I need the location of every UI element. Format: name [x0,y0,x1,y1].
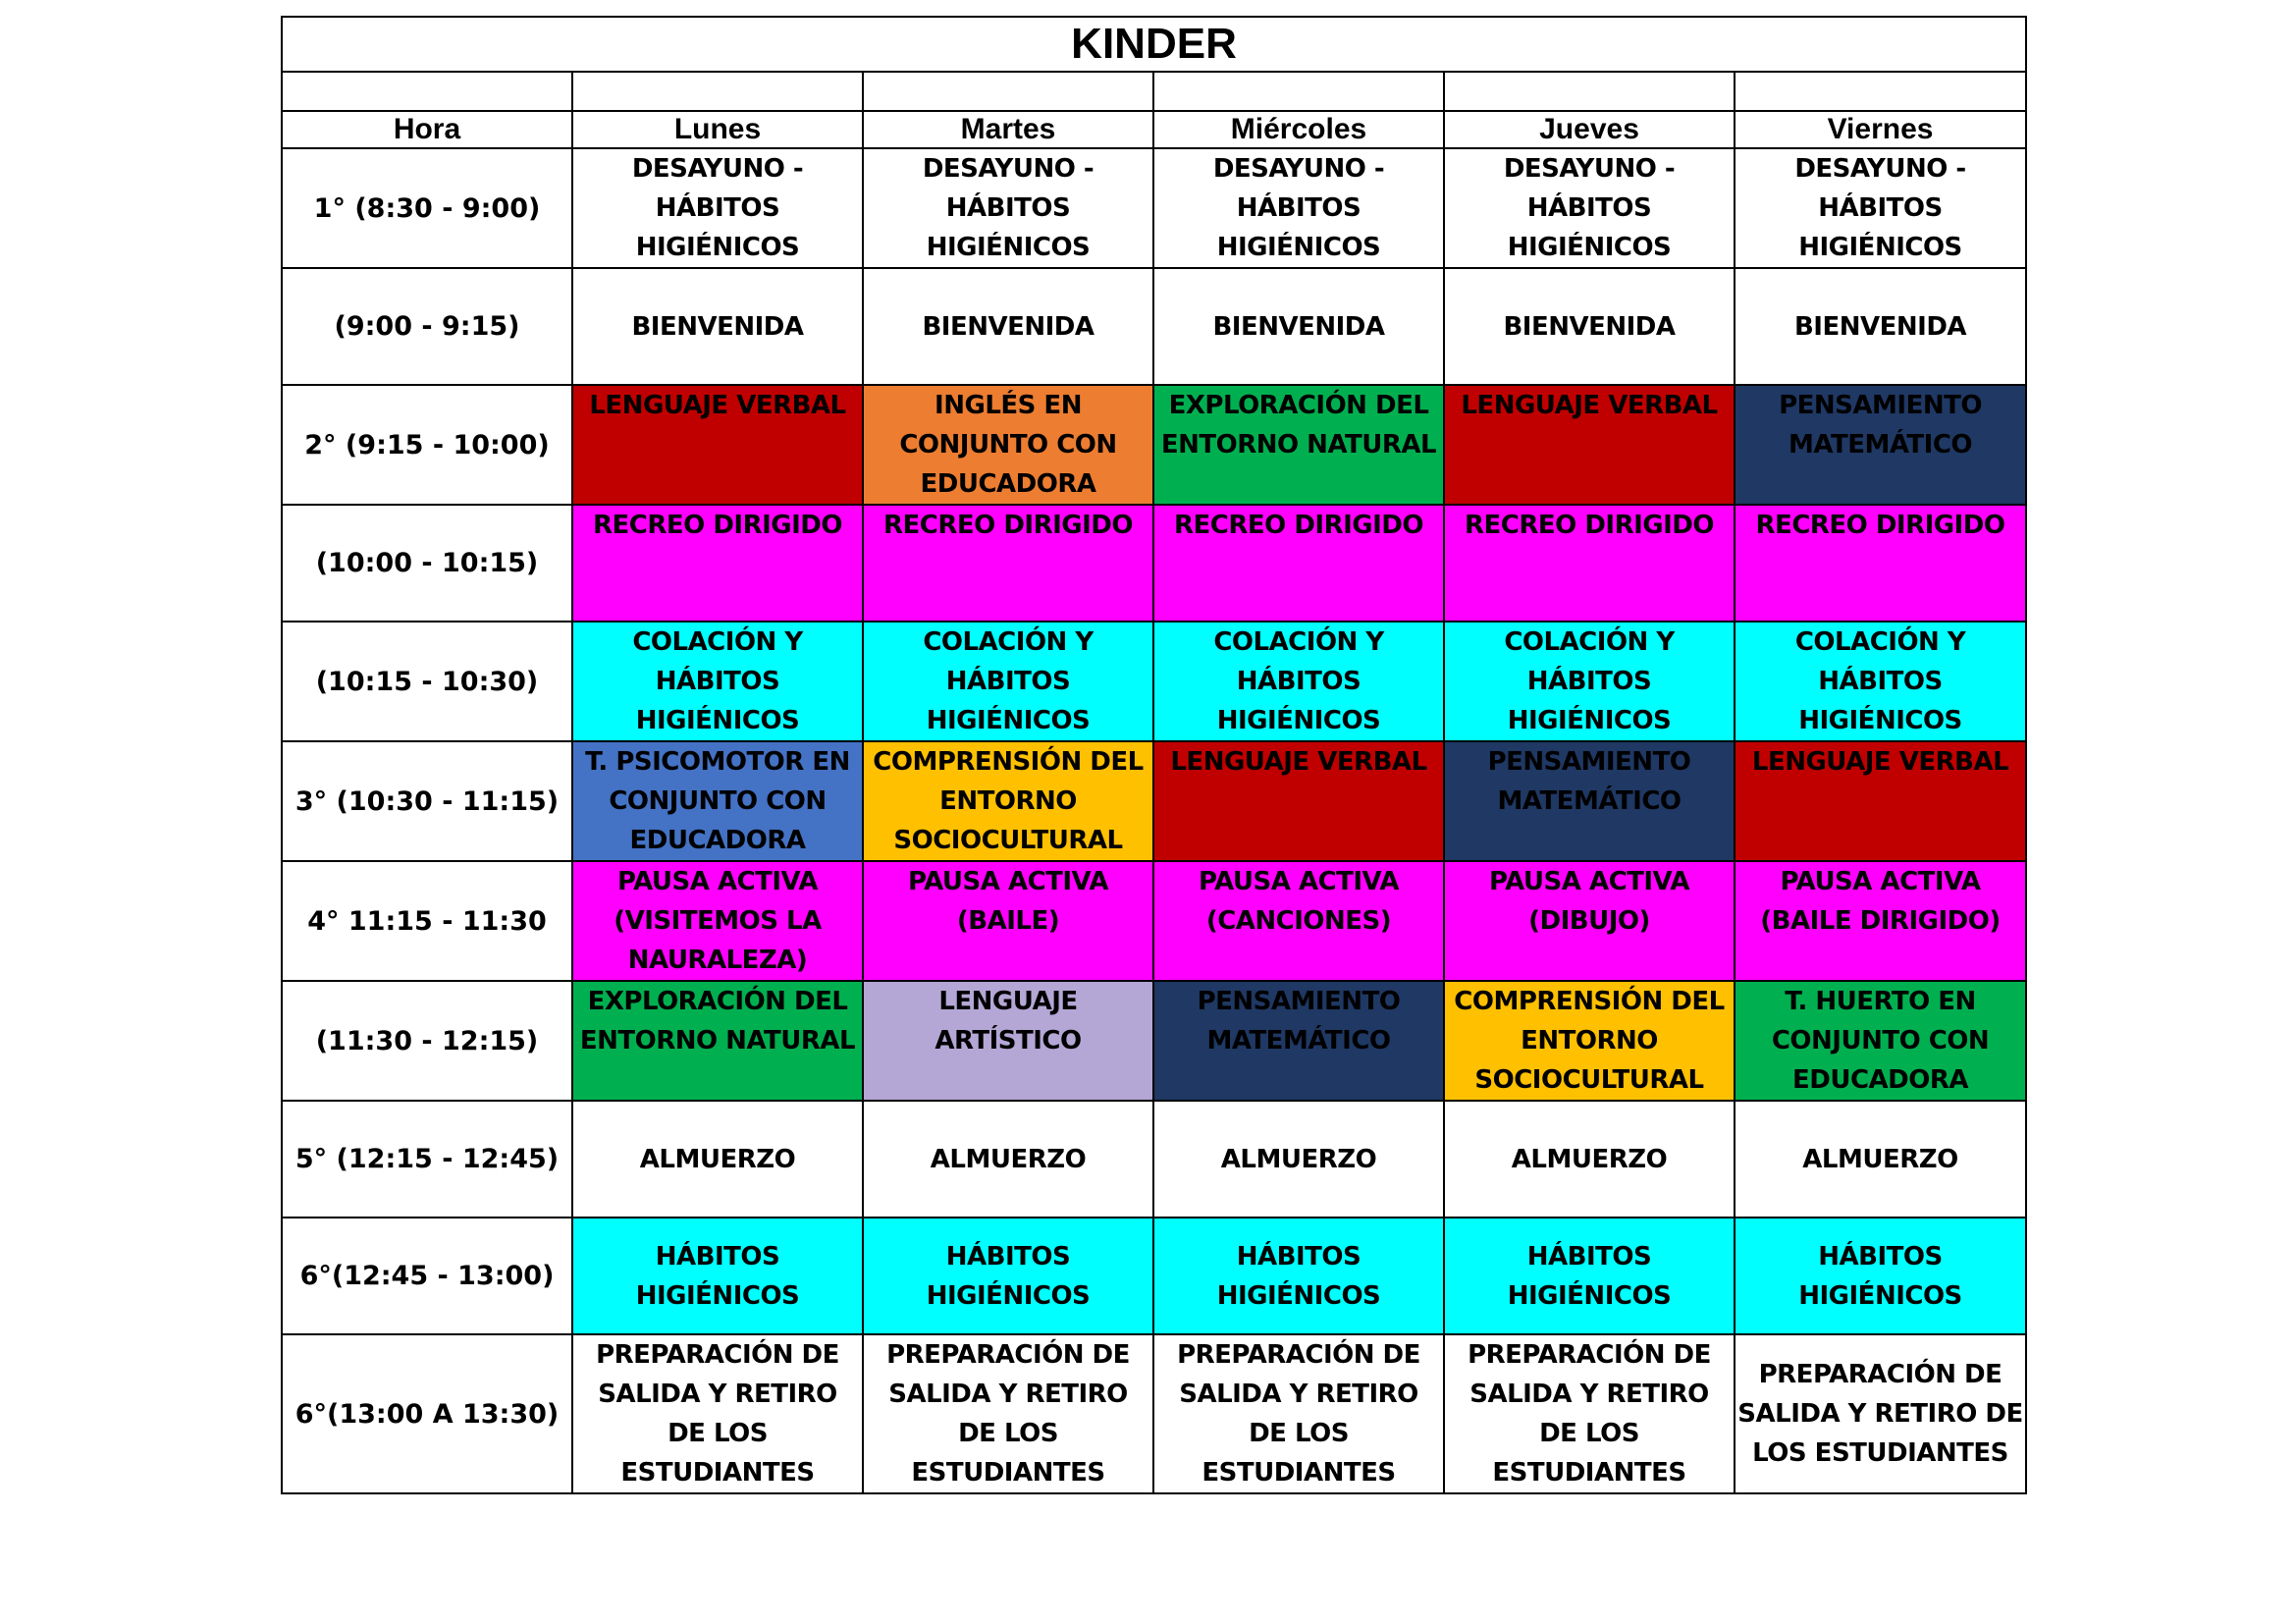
activity-cell: BIENVENIDA [863,268,1153,385]
activity-cell: DESAYUNO - HÁBITOS HIGIÉNICOS [1444,148,1735,268]
activity-cell: RECREO DIRIGIDO [1444,505,1735,622]
schedule-title: KINDER [282,17,2026,72]
activity-cell: PAUSA ACTIVA (CANCIONES) [1153,861,1444,981]
activity-cell: BIENVENIDA [1735,268,2026,385]
activity-cell: COMPRENSIÓN DEL ENTORNO SOCIOCULTURAL [1444,981,1735,1101]
header-martes: Martes [863,111,1153,148]
time-slot-cell: (10:00 - 10:15) [282,505,572,622]
activity-cell: COLACIÓN Y HÁBITOS HIGIÉNICOS [1444,622,1735,741]
time-slot-cell: 3° (10:30 - 11:15) [282,741,572,861]
header-lunes: Lunes [572,111,863,148]
blank-cell [1444,72,1735,111]
schedule-row [282,981,2026,1101]
schedule-row [282,1334,2026,1493]
header-hora: Hora [282,111,572,148]
schedule-row [282,385,2026,505]
activity-cell: COLACIÓN Y HÁBITOS HIGIÉNICOS [1735,622,2026,741]
header-miercoles: Miércoles [1153,111,1444,148]
activity-cell: T. HUERTO EN CONJUNTO CON EDUCADORA [1735,981,2026,1101]
schedule-row [282,861,2026,981]
activity-cell: COLACIÓN Y HÁBITOS HIGIÉNICOS [863,622,1153,741]
activity-cell: RECREO DIRIGIDO [1735,505,2026,622]
activity-cell: ALMUERZO [572,1101,863,1218]
activity-cell: ALMUERZO [863,1101,1153,1218]
activity-cell: LENGUAJE VERBAL [572,385,863,505]
activity-cell: PAUSA ACTIVA (BAILE DIRIGIDO) [1735,861,2026,981]
schedule-row [282,741,2026,861]
activity-cell: COMPRENSIÓN DEL ENTORNO SOCIOCULTURAL [863,741,1153,861]
activity-cell: EXPLORACIÓN DEL ENTORNO NATURAL [572,981,863,1101]
activity-cell: LENGUAJE ARTÍSTICO [863,981,1153,1101]
activity-cell: HÁBITOS HIGIÉNICOS [572,1218,863,1334]
activity-cell: PENSAMIENTO MATEMÁTICO [1735,385,2026,505]
activity-cell: DESAYUNO - HÁBITOS HIGIÉNICOS [1153,148,1444,268]
time-slot-cell: 6°(12:45 - 13:00) [282,1218,572,1334]
time-slot-cell: 5° (12:15 - 12:45) [282,1101,572,1218]
header-row [282,111,2026,148]
activity-cell: HÁBITOS HIGIÉNICOS [1444,1218,1735,1334]
blank-cell [1153,72,1444,111]
header-viernes: Viernes [1735,111,2026,148]
activity-cell: ALMUERZO [1153,1101,1444,1218]
activity-cell: PREPARACIÓN DE SALIDA Y RETIRO DE LOS ESTUDIANTES [863,1334,1153,1493]
schedule-row [282,505,2026,622]
activity-cell: DESAYUNO - HÁBITOS HIGIÉNICOS [1735,148,2026,268]
schedule-row [282,148,2026,268]
activity-cell: PENSAMIENTO MATEMÁTICO [1153,981,1444,1101]
activity-cell: PAUSA ACTIVA (VISITEMOS LA NAURALEZA) [572,861,863,981]
time-slot-cell: 6°(13:00 A 13:30) [282,1334,572,1493]
activity-cell: PREPARACIÓN DE SALIDA Y RETIRO DE LOS ESTUDIANTES [1153,1334,1444,1493]
activity-cell: COLACIÓN Y HÁBITOS HIGIÉNICOS [572,622,863,741]
blank-cell [1735,72,2026,111]
header-jueves: Jueves [1444,111,1735,148]
time-slot-cell: 4° 11:15 - 11:30 [282,861,572,981]
activity-cell: EXPLORACIÓN DEL ENTORNO NATURAL [1153,385,1444,505]
activity-cell: COLACIÓN Y HÁBITOS HIGIÉNICOS [1153,622,1444,741]
schedule-table [281,16,2027,1494]
blank-cell [572,72,863,111]
activity-cell: PAUSA ACTIVA (DIBUJO) [1444,861,1735,981]
activity-cell: PREPARACIÓN DE SALIDA Y RETIRO DE LOS ESTUDIANTES [572,1334,863,1493]
activity-cell: PREPARACIÓN DE SALIDA Y RETIRO DE LOS ESTUDIANTES [1735,1334,2026,1493]
time-slot-cell: (11:30 - 12:15) [282,981,572,1101]
activity-cell: BIENVENIDA [1444,268,1735,385]
schedule-row [282,1218,2026,1334]
activity-cell: RECREO DIRIGIDO [863,505,1153,622]
activity-cell: BIENVENIDA [572,268,863,385]
activity-cell: T. PSICOMOTOR EN CONJUNTO CON EDUCADORA [572,741,863,861]
activity-cell: DESAYUNO - HÁBITOS HIGIÉNICOS [572,148,863,268]
activity-cell: ALMUERZO [1735,1101,2026,1218]
schedule-row [282,622,2026,741]
schedule-row [282,1101,2026,1218]
title-row [282,17,2026,72]
activity-cell: LENGUAJE VERBAL [1153,741,1444,861]
activity-cell: RECREO DIRIGIDO [572,505,863,622]
activity-cell: PREPARACIÓN DE SALIDA Y RETIRO DE LOS ESTUDIANTES [1444,1334,1735,1493]
activity-cell: HÁBITOS HIGIÉNICOS [1735,1218,2026,1334]
time-slot-cell: 2° (9:15 - 10:00) [282,385,572,505]
schedule-row [282,268,2026,385]
activity-cell: LENGUAJE VERBAL [1735,741,2026,861]
blank-row [282,72,2026,111]
activity-cell: HÁBITOS HIGIÉNICOS [1153,1218,1444,1334]
activity-cell: BIENVENIDA [1153,268,1444,385]
time-slot-cell: (10:15 - 10:30) [282,622,572,741]
time-slot-cell: 1° (8:30 - 9:00) [282,148,572,268]
activity-cell: HÁBITOS HIGIÉNICOS [863,1218,1153,1334]
activity-cell: PENSAMIENTO MATEMÁTICO [1444,741,1735,861]
time-slot-cell: (9:00 - 9:15) [282,268,572,385]
activity-cell: PAUSA ACTIVA (BAILE) [863,861,1153,981]
activity-cell: DESAYUNO - HÁBITOS HIGIÉNICOS [863,148,1153,268]
blank-cell [282,72,572,111]
activity-cell: INGLÉS EN CONJUNTO CON EDUCADORA [863,385,1153,505]
activity-cell: RECREO DIRIGIDO [1153,505,1444,622]
activity-cell: ALMUERZO [1444,1101,1735,1218]
blank-cell [863,72,1153,111]
activity-cell: LENGUAJE VERBAL [1444,385,1735,505]
